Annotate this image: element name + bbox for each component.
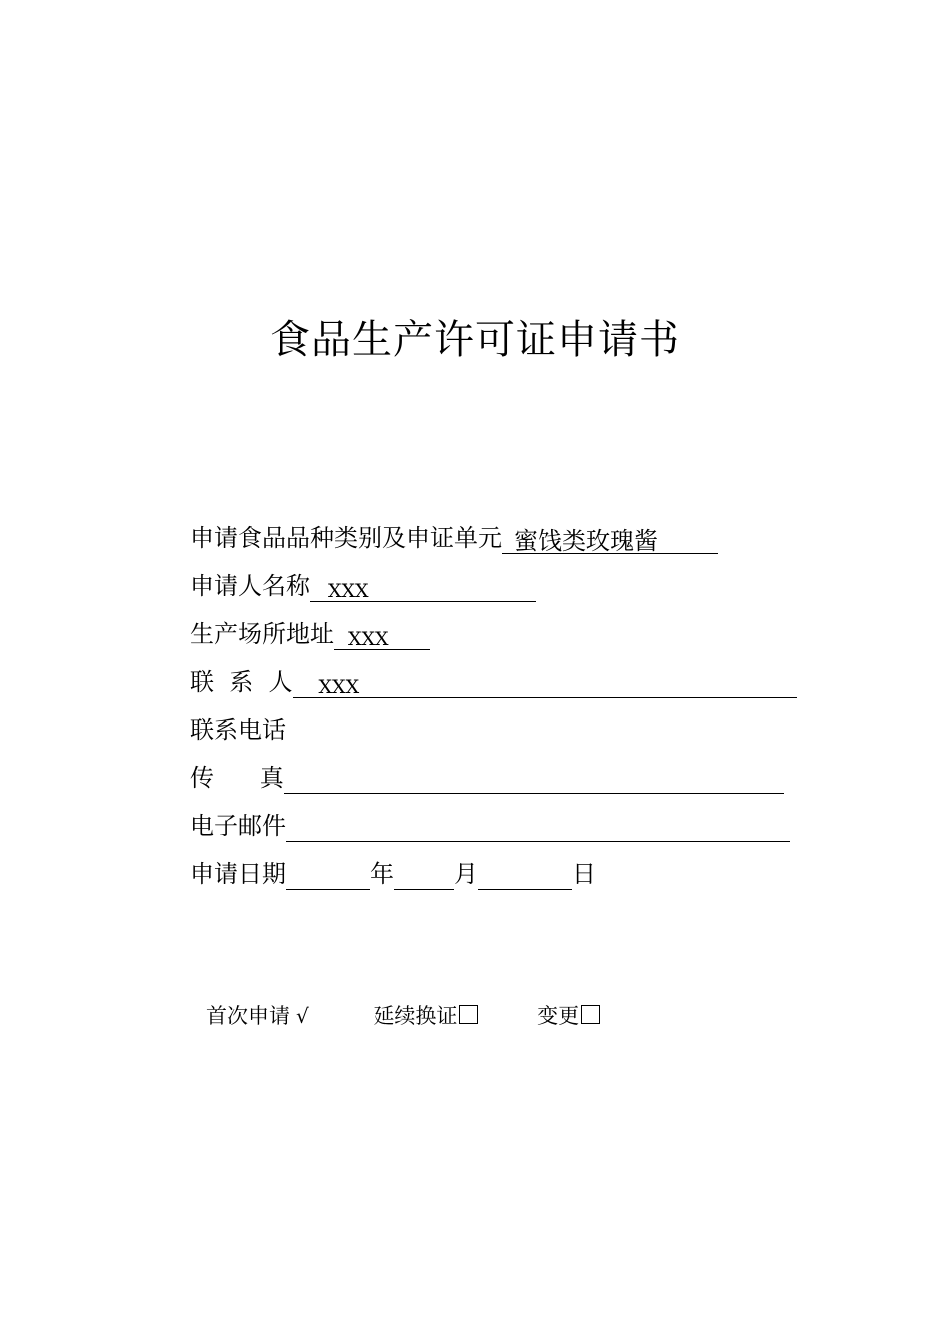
fax-label: 传 真 (190, 764, 284, 792)
applicant-label: 申请人名称 (190, 572, 310, 600)
applicant-value-line[interactable] (310, 573, 536, 602)
checkmark-icon: √ (296, 1004, 309, 1028)
contact-field (190, 666, 797, 698)
date-month-line[interactable] (394, 861, 454, 890)
category-field (190, 522, 718, 554)
contact-label: 联 系 人 (190, 668, 293, 696)
address-value-line[interactable] (334, 621, 430, 650)
email-value-line[interactable] (286, 813, 790, 842)
category-value: 蜜饯类玫瑰酱 (514, 527, 658, 555)
fax-field (190, 762, 784, 794)
date-day-line[interactable] (478, 861, 572, 890)
option-change-label: 变更 (537, 1004, 580, 1028)
option-renewal[interactable] (373, 1000, 478, 1032)
address-label: 生产场所地址 (190, 620, 334, 648)
option-renewal-label: 延续换证 (373, 1004, 458, 1028)
phone-field (190, 714, 286, 746)
applicant-value: XXX (328, 580, 369, 602)
checkbox-empty-icon[interactable] (581, 1005, 600, 1024)
phone-label: 联系电话 (190, 716, 286, 744)
application-type-options (206, 1000, 648, 1032)
contact-value-line[interactable] (293, 669, 797, 698)
category-label: 申请食品品种类别及申证单元 (190, 524, 502, 552)
date-year-line[interactable] (286, 861, 370, 890)
date-day-label: 日 (572, 860, 596, 888)
contact-value: XXX (318, 676, 360, 698)
checkbox-empty-icon[interactable] (459, 1005, 478, 1024)
email-field (190, 810, 790, 842)
email-label: 电子邮件 (190, 812, 286, 840)
option-first-application[interactable] (206, 1000, 309, 1032)
category-value-line[interactable] (502, 525, 718, 554)
date-label: 申请日期 (190, 860, 286, 888)
address-value: XXX (348, 628, 389, 650)
fax-value-line[interactable] (284, 765, 784, 794)
option-first-application-label: 首次申请 (206, 1004, 290, 1028)
applicant-field (190, 570, 536, 602)
document-title: 食品生产许可证申请书 (270, 317, 680, 363)
date-month-label: 月 (454, 860, 478, 888)
option-change[interactable] (537, 1000, 600, 1032)
address-field (190, 618, 430, 650)
date-year-label: 年 (370, 860, 394, 888)
date-field (190, 858, 596, 890)
